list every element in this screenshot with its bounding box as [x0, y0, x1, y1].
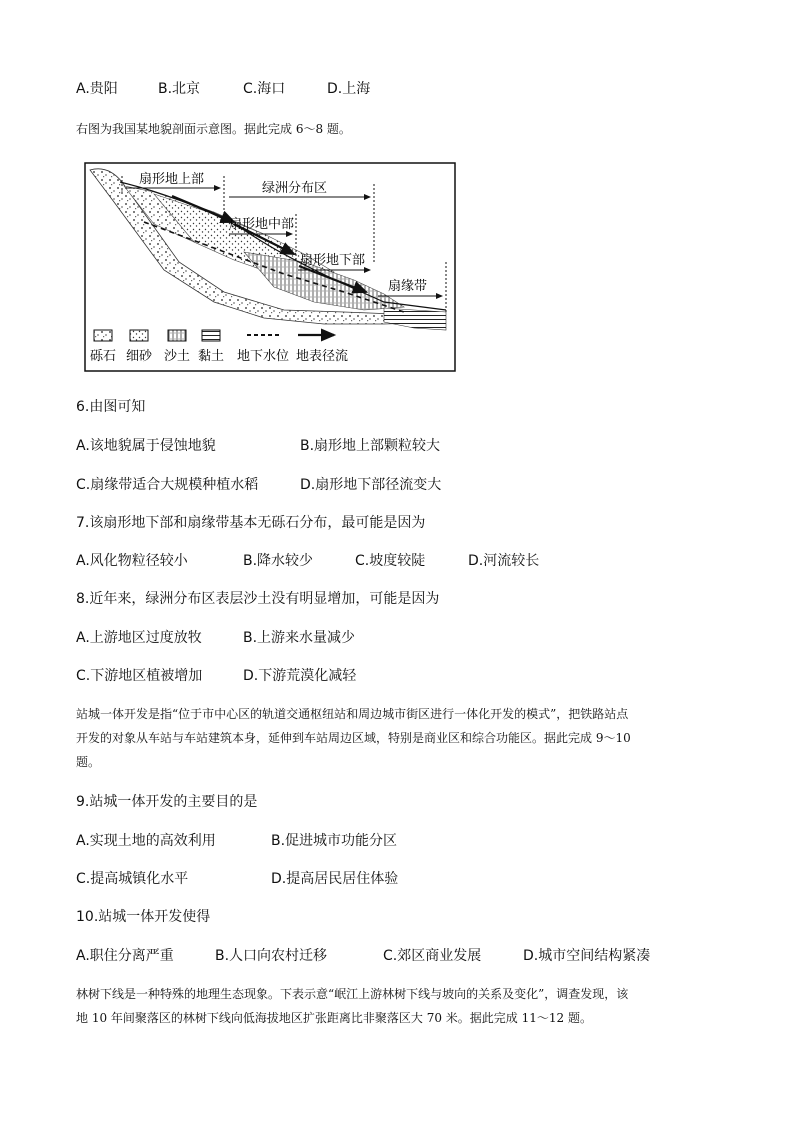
q5-option-b: B.北京: [158, 81, 201, 97]
intro-11-12-line: 地 10 年间聚落区的林树下线向低海拔地区扩张距离比非聚落区大 70 米。据此完成 11～12 题。: [76, 1011, 592, 1025]
q10-stem: 10.站城一体开发使得: [76, 909, 211, 925]
intro-11-12-line: 林树下线是一种特殊的地理生态现象。下表示意“岷江上游林树下线与坡向的关系及变化”，调查发现，该: [76, 987, 629, 1001]
intro-9-10-line: 站城一体开发是指“位于市中心区的轨道交通枢纽站和周边城市街区进行一体化开发的模式”，把铁路站点: [76, 707, 629, 721]
legend-label-groundwater: 地下水位: [237, 349, 290, 364]
legend-swatch-gravel: [94, 330, 112, 341]
q9-option-d: D.提高居民居住体验: [271, 871, 399, 887]
q9-option-b: B.促进城市功能分区: [271, 833, 398, 849]
legend-swatch-fine-sand: [130, 330, 148, 341]
q6-stem: 6.由图可知: [76, 399, 146, 415]
q7-option-b: B.降水较少: [243, 553, 314, 569]
q7-stem: 7.该扇形地下部和扇缘带基本无砾石分布，最可能是因为: [76, 515, 426, 531]
intro-9-10-line: 开发的对象从车站与车站建筑本身，延伸到车站周边区域，特别是商业区和综合功能区。据此完成 9～10: [76, 731, 631, 745]
q6-option-c: C.扇缘带适合大规模种植水稻: [76, 477, 259, 493]
q8-option-a: A.上游地区过度放牧: [76, 630, 202, 646]
zone-label-lower-fan: 扇形地下部: [300, 253, 366, 268]
q10-option-b: B.人口向农村迁移: [215, 948, 328, 964]
alluvial-fan-profile-figure: [84, 162, 456, 376]
q7-option-d: D.河流较长: [468, 553, 540, 569]
intro-9-10-line: 题。: [76, 755, 101, 769]
intro-questions-6-8: 右图为我国某地貌剖面示意图。据此完成 6～8 题。: [76, 122, 351, 136]
legend-label-sand-soil: 沙土: [164, 349, 191, 364]
q10-option-c: C.郊区商业发展: [383, 948, 482, 964]
q6-option-d: D.扇形地下部径流变大: [300, 477, 442, 493]
q9-stem: 9.站城一体开发的主要目的是: [76, 794, 258, 810]
legend-swatch-clay: [202, 330, 220, 341]
q5-option-c: C.海口: [243, 81, 286, 97]
q6-option-b: B.扇形地上部颗粒较大: [300, 438, 441, 454]
q8-option-c: C.下游地区植被增加: [76, 668, 203, 684]
q7-option-c: C.坡度较陡: [355, 553, 426, 569]
legend-swatch-sand-soil: [168, 330, 186, 341]
q10-option-d: D.城市空间结构紧凑: [523, 948, 651, 964]
q8-option-d: D.下游荒漠化减轻: [243, 668, 357, 684]
q9-option-a: A.实现土地的高效利用: [76, 833, 216, 849]
zone-label-middle-fan: 扇形地中部: [229, 217, 295, 232]
q9-option-c: C.提高城镇化水平: [76, 871, 189, 887]
zone-label-oasis: 绿洲分布区: [262, 181, 328, 196]
intro-questions-9-10: [76, 702, 716, 774]
q6-option-a: A.该地貌属于侵蚀地貌: [76, 438, 216, 454]
intro-questions-11-12: [76, 982, 716, 1030]
q8-stem: 8.近年来，绿洲分布区表层沙土没有明显增加，可能是因为: [76, 591, 440, 607]
legend-label-runoff: 地表径流: [296, 349, 349, 364]
q7-option-a: A.风化物粒径较小: [76, 553, 188, 569]
q5-option-a: A.贵阳: [76, 81, 118, 97]
legend-label-fine-sand: 细砂: [126, 349, 153, 364]
zone-label-upper-fan: 扇形地上部: [139, 172, 205, 187]
legend-label-gravel: 砾石: [90, 349, 117, 364]
q8-option-b: B.上游来水量减少: [243, 630, 356, 646]
q10-option-a: A.职住分离严重: [76, 948, 174, 964]
legend-label-clay: 黏土: [198, 349, 225, 364]
zone-label-fan-edge: 扇缘带: [388, 279, 428, 294]
q5-option-d: D.上海: [327, 81, 371, 97]
